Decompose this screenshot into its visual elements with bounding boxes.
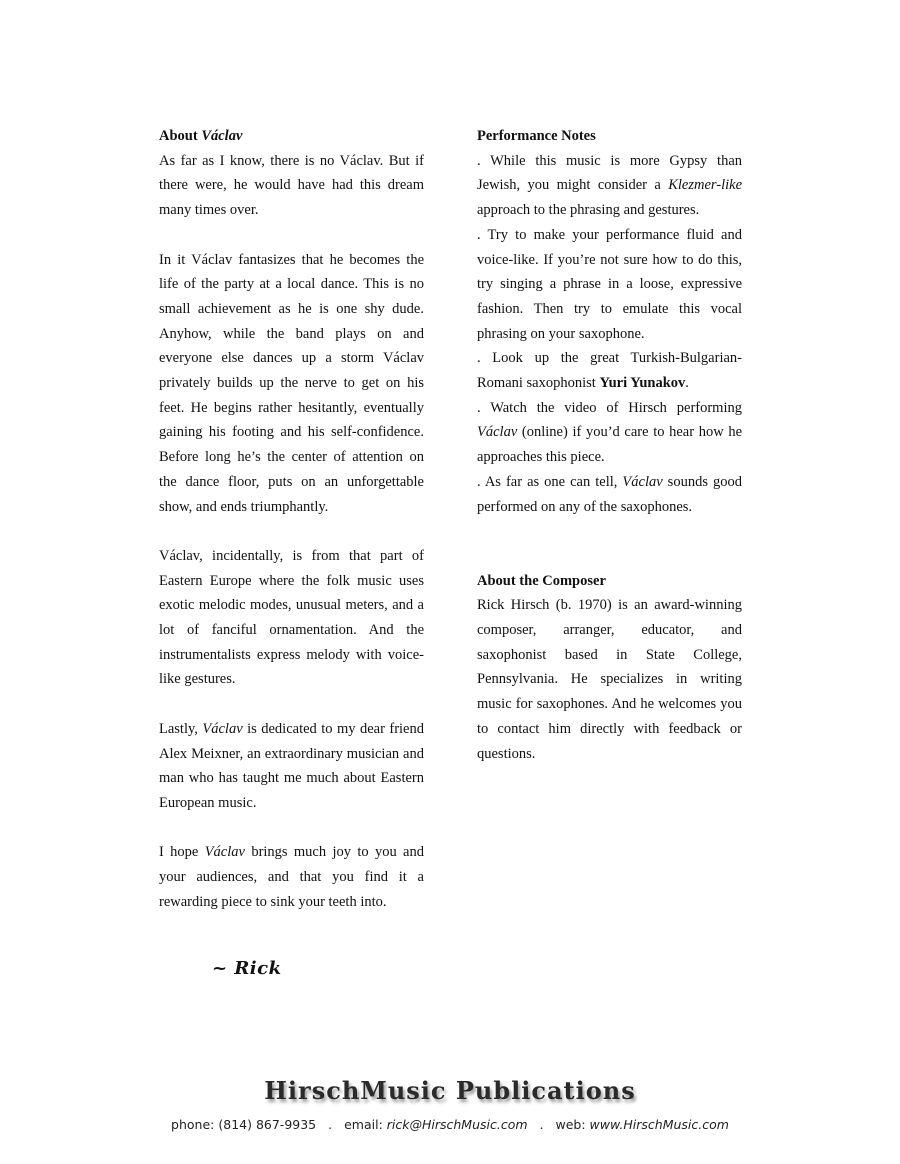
- signature: ~ Rick: [212, 958, 282, 979]
- publisher-logo: HirschMusic Publications: [264, 1076, 636, 1105]
- title-italic: Václav: [204, 844, 245, 861]
- text-run: . While this music is more Gypsy than Jewish, you might consider a: [477, 152, 742, 194]
- note-1: [477, 149, 742, 223]
- performance-notes-column: [477, 124, 742, 766]
- separator: .: [328, 1117, 333, 1132]
- heading-title: Václav: [201, 128, 243, 144]
- about-composer-text: Rick Hirsch (b. 1970) is an award-winning composer, arranger, educator, and saxophonist based in State College, Pennsylvania. He specializes in writing music for saxophones. And he welcomes you to contact him directly with feedback or questions.: [477, 597, 742, 762]
- performance-notes-heading: Performance Notes: [477, 128, 596, 144]
- phone-label: phone:: [171, 1117, 215, 1132]
- text-run: is dedicated to my dear friend Alex Meixner, an extraordinary musician and man who has taught me much about Eastern European music.: [159, 720, 424, 811]
- about-composer-heading: About the Composer: [477, 572, 606, 589]
- italic-run: Klezmer-like: [668, 177, 742, 194]
- title-italic: Václav: [202, 720, 243, 737]
- text-run: . Watch the video of Hirsch performing: [477, 399, 742, 416]
- separator: .: [539, 1117, 544, 1132]
- about-paragraph-3: Václav, incidentally, is from that part of Eastern Europe where the folk music uses exotic melodic modes, unusual meters, and a lot of fanciful ornamentation. And the instrumentalists express melody with voice-like gestures.: [159, 547, 424, 688]
- note-4: [477, 396, 742, 470]
- italic-run: Václav: [622, 473, 663, 490]
- text-run: I hope: [159, 844, 205, 861]
- about-paragraph-1: As far as I know, there is no Václav. But if there were, he would have had this dream many times over.: [159, 152, 424, 219]
- note-2: . Try to make your performance fluid and voice-like. If you’re not sure how to do this, try singing a phrase in a loose, expressive fashion. Then try to emulate this vocal phrasing on your saxophone.: [477, 226, 742, 342]
- about-paragraph-4: [159, 717, 424, 816]
- web-label: web:: [555, 1117, 586, 1132]
- about-vaclav-column: [159, 124, 424, 914]
- bold-run: Yuri Yunakov: [599, 375, 686, 392]
- about-paragraph-2: In it Václav fantasizes that he becomes the life of the party at a local dance. This is no small achievement as he is one shy dude. Anyhow, while the band plays on and everyone else dances up a storm Václav privately builds up the nerve to get on his feet. He begins rather hesitantly, eventually gaining his footing and his self-confidence. Before long he’s the center of attention on the dance floor, puts on an unforgettable show, and ends triumphantly.: [159, 251, 424, 515]
- text-run: . Look up the great Turkish-Bulgarian-Romani saxophonist: [477, 350, 742, 392]
- text-run: .: [685, 375, 689, 392]
- web-link[interactable]: www.HirschMusic.com: [589, 1117, 729, 1132]
- email-label: email:: [344, 1117, 383, 1132]
- note-3: [477, 346, 742, 395]
- email-link[interactable]: rick@HirschMusic.com: [386, 1117, 528, 1132]
- contact-line: [0, 1117, 900, 1132]
- text-run: Lastly,: [159, 720, 203, 737]
- heading-prefix: About: [159, 128, 202, 144]
- phone-number: (814) 867-9935: [218, 1117, 317, 1132]
- text-run: approach to the phrasing and gestures.: [477, 202, 700, 219]
- about-vaclav-heading: [159, 124, 424, 149]
- text-run: . As far as one can tell,: [477, 473, 623, 490]
- text-run: (online) if you’d care to hear how he approaches this piece.: [477, 424, 742, 466]
- about-paragraph-5: [159, 840, 424, 914]
- italic-run: Václav: [477, 424, 518, 441]
- text-run: brings much joy to you and your audiences, and that you find it a rewarding piece to sink your teeth into.: [159, 844, 424, 910]
- note-5: [477, 470, 742, 519]
- text-run: sounds good performed on any of the saxophones.: [477, 473, 742, 515]
